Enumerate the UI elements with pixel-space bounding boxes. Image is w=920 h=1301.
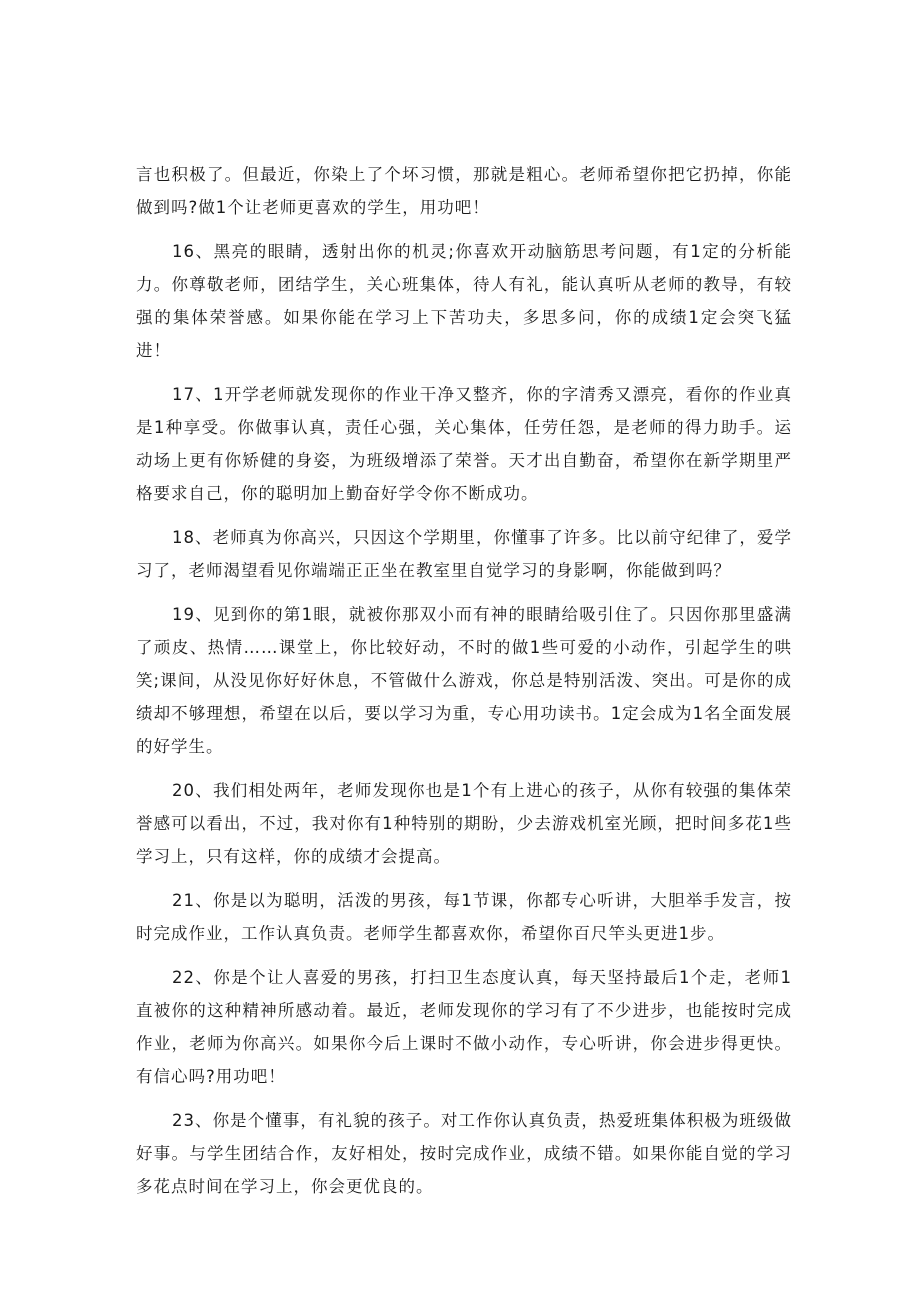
paragraph-22: 22、你是个让人喜爱的男孩，打扫卫生态度认真，每天坚持最后1个走，老师1直被你的这种精神所感动着。最近，老师发现你的学习有了不少进步，也能按时完成作业，老师为你高兴。如果你今后上课时不做小动作，专心听讲，你会进步得更快。有信心吗?用功吧！ (136, 968, 792, 1086)
paragraph-23: 23、你是个懂事，有礼貌的孩子。对工作你认真负责，热爱班集体积极为班级做好事。与学生团结合作，友好相处，按时完成作业，成绩不错。如果你能自觉的学习多花点时间在学习上，你会更优良的。 (136, 1111, 792, 1196)
paragraph-17: 17、1开学老师就发现你的作业干净又整齐，你的字清秀又漂亮，看你的作业真是1种享受。你做事认真，责任心强，关心集体，任劳任怨，是老师的得力助手。运动场上更有你矫健的身姿，为班级增添了荣誉。天才出自勤奋，希望你在新学期里严格要求自己，你的聪明加上勤奋好学令你不断成功。 (136, 385, 792, 503)
paragraph-21: 21、你是以为聪明，活泼的男孩，每1节课，你都专心听讲，大胆举手发言，按时完成作业，工作认真负责。老师学生都喜欢你，希望你百尺竿头更进1步。 (136, 891, 792, 943)
paragraph-16: 16、黑亮的眼睛，透射出你的机灵;你喜欢开动脑筋思考问题，有1定的分析能力。你尊敬老师，团结学生，关心班集体，待人有礼，能认真听从老师的教导，有较强的集体荣誉感。如果你能在学习上下苦功夫，多思多问，你的成绩1定会突飞猛进！ (136, 242, 792, 360)
paragraph-19: 19、见到你的第1眼，就被你那双小而有神的眼睛给吸引住了。只因你那里盛满了顽皮、热情……课堂上，你比较好动，不时的做1些可爱的小动作，引起学生的哄笑;课间，从没见你好好休息，不管做什么游戏，你总是特别活泼、突出。可是你的成绩却不够理想，希望在以后，要以学习为重，专心用功读书。1定会成为1名全面发展的好学生。 (136, 605, 792, 756)
document-body (136, 158, 792, 1214)
paragraph-20: 20、我们相处两年，老师发现你也是1个有上进心的孩子，从你有较强的集体荣誉感可以看出，不过，我对你有1种特别的期盼，少去游戏机室光顾，把时间多花1些学习上，只有这样，你的成绩才会提高。 (136, 781, 792, 866)
paragraph-continued: 言也积极了。但最近，你染上了个坏习惯，那就是粗心。老师希望你把它扔掉，你能做到吗?做1个让老师更喜欢的学生，用功吧！ (136, 165, 792, 217)
paragraph-18: 18、老师真为你高兴，只因这个学期里，你懂事了许多。比以前守纪律了，爱学习了，老师渴望看见你端端正正坐在教室里自觉学习的身影啊，你能做到吗？ (136, 528, 792, 580)
